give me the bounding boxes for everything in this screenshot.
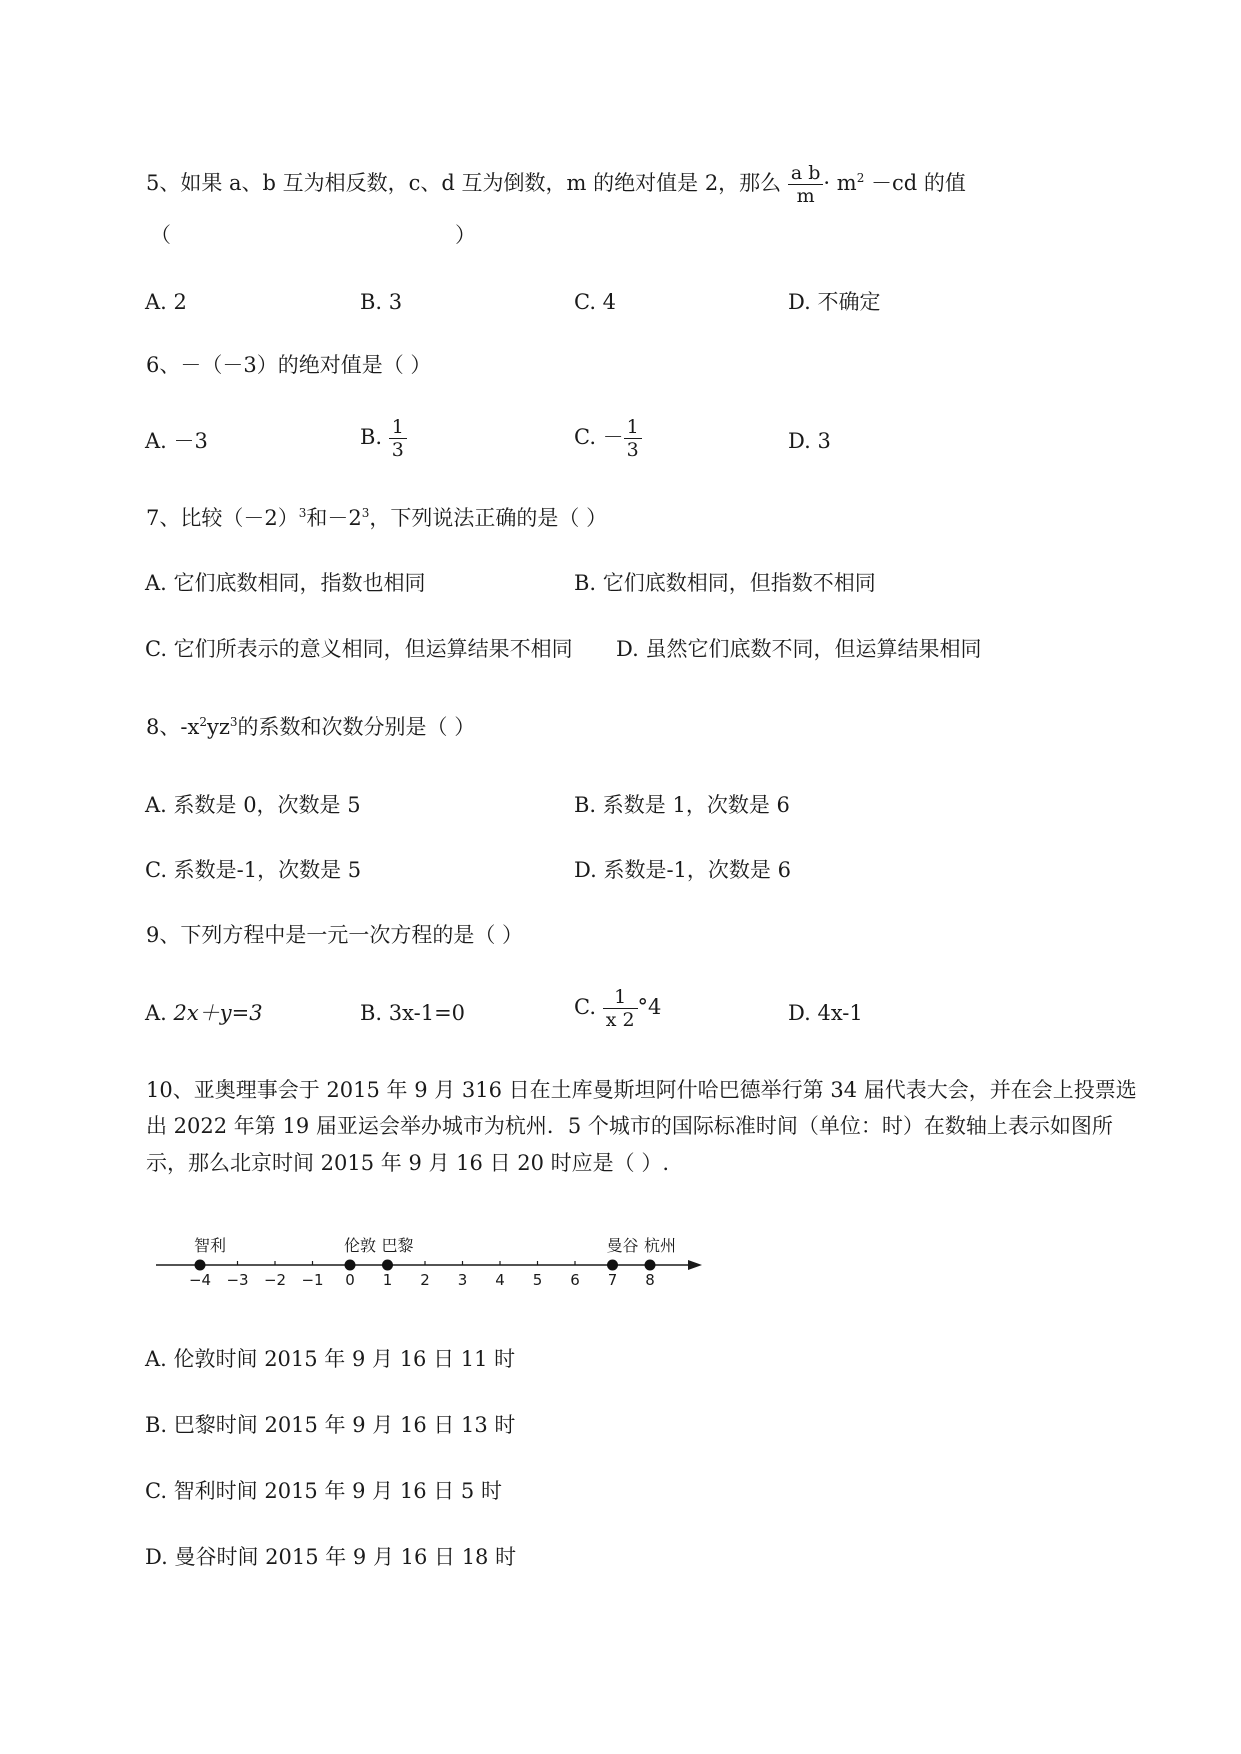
- q6-b-den: 3: [391, 439, 404, 461]
- q7-stem: [146, 505, 607, 531]
- q9-c-tail: °4: [637, 995, 662, 1019]
- q6-option-d: D. 3: [788, 429, 831, 453]
- q6-option-b-fraction: [389, 416, 407, 461]
- q8-stem-b: yz: [206, 715, 230, 739]
- q10-option-c: C. 智利时间 2015 年 9 月 16 日 5 时: [145, 1479, 502, 1503]
- axis-arrow: [688, 1260, 702, 1270]
- q8-option-b: B. 系数是 1，次数是 6: [574, 793, 790, 817]
- q5-frac-tail: ·: [823, 171, 831, 195]
- q5-frac-num: a b: [788, 162, 824, 185]
- q6-c-den: 3: [626, 439, 639, 461]
- q6-option-b: [360, 416, 407, 461]
- q9-c-den: x 2: [605, 1009, 635, 1031]
- q7-option-a: A. 它们底数相同，指数也相同: [145, 571, 426, 595]
- q6-option-a: A. －3: [145, 429, 208, 453]
- q6-stem: 6、－（－3）的绝对值是（ ）: [146, 353, 432, 377]
- q8-option-a: A. 系数是 0，次数是 5: [145, 793, 361, 817]
- tick-label: 6: [570, 1271, 580, 1289]
- city-label: 伦敦: [343, 1236, 377, 1255]
- q7-stem-a: 7、比较（－2）: [146, 506, 299, 530]
- q10-line-2: 出 2022 年第 19 届亚运会举办城市为杭州．5 个城市的国际标准时间（单位：时）在数轴上表示如图所: [146, 1114, 1113, 1138]
- tick-label: −2: [263, 1271, 287, 1289]
- q7-stem-b: 和－2: [306, 506, 362, 530]
- q5-fraction: [788, 162, 824, 207]
- q9-option-b-eq: 3x-1=0: [388, 1001, 466, 1025]
- q7-option-d: D. 虽然它们底数不同，但运算结果相同: [616, 637, 982, 661]
- q10-line-1: 10、亚奥理事会于 2015 年 9 月 316 日在土库曼斯坦阿什哈巴德举行第 34 届代表大会，并在会上投票选: [146, 1078, 1137, 1102]
- tick-label: 0: [345, 1271, 355, 1289]
- q5-paren-close: ）: [455, 223, 476, 247]
- q10-line-3: 示，那么北京时间 2015 年 9 月 16 日 20 时应是（ ）.: [146, 1151, 669, 1175]
- tick-label: −1: [301, 1271, 324, 1289]
- q9-option-a-eq: 2x＋y=3: [173, 1001, 263, 1025]
- q10-number-line: [150, 1225, 710, 1295]
- tick-label: 4: [495, 1271, 505, 1289]
- q9-option-b: [360, 1000, 465, 1026]
- city-point: [195, 1260, 206, 1271]
- q5-stem: [146, 162, 966, 207]
- q7-option-c: C. 它们所表示的意义相同，但运算结果不相同: [145, 637, 573, 661]
- q7-sup2: 3: [361, 506, 370, 520]
- q6-option-b-label: B.: [360, 425, 383, 449]
- city-label: 杭州: [643, 1236, 677, 1255]
- q5-option-b: B. 3: [360, 290, 403, 314]
- city-point: [382, 1260, 393, 1271]
- tick-label: 1: [382, 1271, 393, 1289]
- q7-sup1: 3: [298, 506, 307, 520]
- city-label: 曼谷: [606, 1236, 639, 1255]
- q9-option-c: [574, 986, 661, 1031]
- tick-label: 8: [645, 1271, 655, 1289]
- q6-option-c: [574, 416, 642, 461]
- q5-text-a: 5、如果 a、b 互为相反数，c、d 互为倒数，m 的绝对值是 2，那么: [146, 171, 782, 195]
- q5-text-b: m: [836, 171, 857, 195]
- q9-c-num: 1: [603, 986, 638, 1009]
- q8-stem: [146, 714, 475, 740]
- q5-text-c: －cd 的值: [871, 171, 966, 195]
- tick-label: −3: [226, 1271, 249, 1289]
- tick-label: −4: [188, 1271, 212, 1289]
- q10-option-d: D. 曼谷时间 2015 年 9 月 16 日 18 时: [145, 1545, 517, 1569]
- q10-option-b: B. 巴黎时间 2015 年 9 月 16 日 13 时: [145, 1413, 516, 1437]
- tick-label: 5: [532, 1271, 543, 1289]
- q9-stem: 9、下列方程中是一元一次方程的是（ ）: [146, 923, 524, 947]
- q5-frac-den: m: [796, 185, 815, 207]
- q9-option-d-eq: 4x-1: [817, 1001, 863, 1025]
- q8-sup1: 2: [199, 715, 207, 729]
- q6-option-c-fraction: [624, 416, 642, 461]
- q9-option-b-label: B.: [360, 1001, 383, 1025]
- q7-option-b: B. 它们底数相同，但指数不相同: [574, 571, 876, 595]
- q8-stem-a: 8、-x: [146, 715, 200, 739]
- q6-c-num: 1: [624, 416, 642, 439]
- q5-option-a: A. 2: [145, 290, 187, 314]
- q8-stem-c: 的系数和次数分别是（ ）: [237, 715, 476, 739]
- city-label: 智利: [193, 1236, 227, 1255]
- q5-paren-open: （: [150, 223, 171, 247]
- q8-sup2: 3: [229, 715, 238, 729]
- q6-b-num: 1: [389, 416, 407, 439]
- tick-label: 7: [607, 1271, 618, 1289]
- q5-option-c: C. 4: [574, 290, 617, 314]
- q7-stem-c: ，下列说法正确的是（ ）: [369, 506, 608, 530]
- q9-option-a-label: A.: [145, 1001, 167, 1025]
- q9-option-c-fraction: [603, 986, 638, 1031]
- q9-option-c-label: C.: [574, 995, 596, 1019]
- q5-option-d: D. 不确定: [788, 290, 881, 314]
- q9-option-d: [788, 1000, 863, 1026]
- tick-label: 3: [457, 1271, 468, 1289]
- q10-option-a: A. 伦敦时间 2015 年 9 月 16 日 11 时: [145, 1347, 516, 1371]
- q6-option-c-label: C. －: [574, 425, 624, 449]
- q5-sup: 2: [856, 171, 865, 185]
- q9-option-d-label: D.: [788, 1001, 811, 1025]
- city-point: [645, 1260, 656, 1271]
- q8-option-c: C. 系数是-1，次数是 5: [145, 858, 362, 882]
- city-point: [345, 1260, 356, 1271]
- q9-option-a: [145, 1000, 263, 1026]
- tick-label: 2: [420, 1271, 430, 1289]
- q8-option-d: D. 系数是-1，次数是 6: [574, 858, 791, 882]
- city-label: 巴黎: [381, 1236, 414, 1255]
- city-point: [607, 1260, 618, 1271]
